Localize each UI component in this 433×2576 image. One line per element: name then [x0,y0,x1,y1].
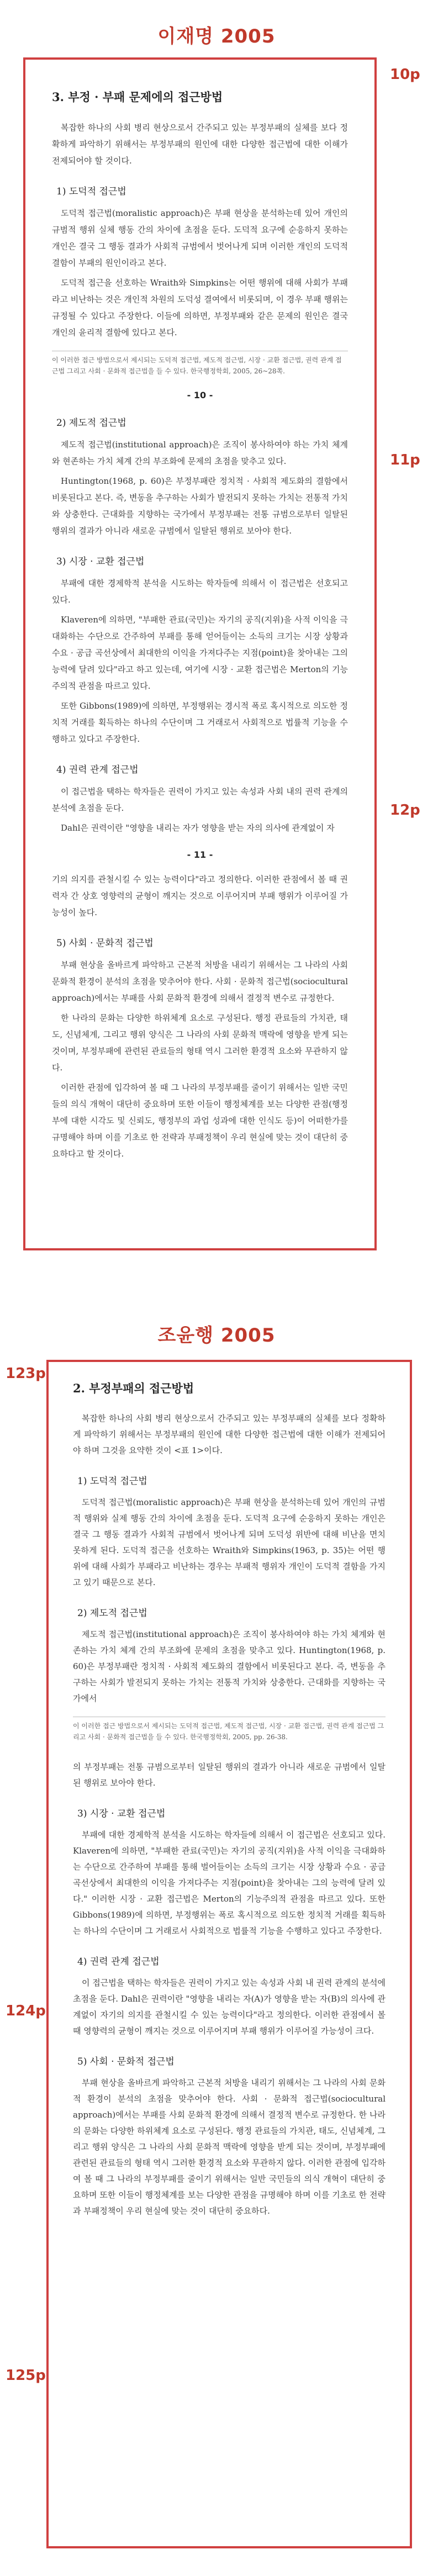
footnote: 이 이러한 접근 방법으로서 제시되는 도덕적 접근법, 제도적 접근법, 시장 · 교환 접근법, 권력 관계 접근법 그리고 사회 · 문화적 접근법을 들 수 있다. 한국행정학회, 2005, 26~28쪽. [52,351,348,377]
subsection-title-institutional: 2) 제도적 접근법 [56,418,126,429]
page-label: 123p [6,1365,46,1382]
document-body-1 [52,88,348,1165]
paragraph: 도덕적 접근을 선호하는 Wraith와 Simpkins는 어떤 행위에 대해 사회가 부패라고 비난하는 것은 개인적 차원의 도덕성 결여에서 비롯되며, 이 경우 부패 행위는 규정될 수 있다고 주장한다. 이들에 의하면, 부정부패와 같은 문제의 원인은 결국 개인의 윤리적 결함에 있다고 본다. [52,278,348,337]
author-heading-2: 조윤행 2005 [157,1324,276,1347]
page-number: - 10 - [187,390,213,400]
footnote: 이 이러한 접근 방법으로서 제시되는 도덕적 접근법, 제도적 접근법, 시장 · 교환 접근법, 권력 관계 접근법 그리고 사회 · 문화적 접근법을 들 수 있다. 한국행정학회, 2005, pp. 26-38. [73,1717,386,1743]
intro-paragraph: 복잡한 하나의 사회 병리 현상으로서 간주되고 있는 부정부패의 실체를 보다 정확하게 파악하기 위해서는 부정부패의 원인에 대한 다양한 접근법에 대한 이해가 전제되어야 하며 그것을 요약한 것이 <표 1>이다. [73,1413,386,1455]
paragraph: 또한 Gibbons(1989)에 의하면, 부정행위는 경시적 폭로 혹시적으로 의도한 정치적 거래를 획득하는 하나의 수단이며 그 거래로서 사회적으로 법률적 기능을 수행하고 있다고 주장한다. [52,701,348,744]
paragraph: 이 접근법을 택하는 학자들은 권력이 가지고 있는 속성과 사회 내 권력 관계의 분석에 초점을 둔다. Dahl은 권력이란 "영향을 내리는 자(A)가 영향을 받는 자(B)의 의사에 관계없이 자기의 의지를 관철시킬 수 있는 능력이다"라고 정의한다. 이러한 관점에서 볼 때 영향력의 균형이 깨지는 것으로 이루어지며 부패 행위가 이루어질 가능성이 크다. [73,1978,386,2036]
subsection-title-market: 3) 시장 · 교환 접근법 [77,1808,166,1819]
section-title: 3. 부정 · 부패 문제에의 접근방법 [52,90,223,104]
subsection-title-power: 4) 권력 관계 접근법 [56,764,139,775]
document-body-2 [73,1380,386,2223]
paragraph: 한 나라의 문화는 다양한 하위체계 요소로 구성된다. 행정 관료들의 가치관, 태도, 신념체계, 그리고 행위 양식은 그 나라의 사회 문화적 맥락에 영향을 받게 되는 것이며, 부정부패에 관련된 관료들의 형태 역시 그러한 환경적 요소와 무관하지 않다. [52,1013,348,1073]
paragraph: 의 부정부패는 전통 규범으로부터 일탈된 행위의 결과가 아니라 새로운 규범에서 일탈된 행위로 보아야 한다. [73,1762,386,1788]
page-label: 125p [6,2367,46,2384]
paragraph: 부패 현상을 올바르게 파악하고 근본적 처방을 내리기 위해서는 그 나라의 사회 문화적 환경이 분석의 초점을 맞추어야 한다. 사회 · 문화적 접근법(sociocultural approach)에서는 부패를 사회 문화적 환경에 의해서 결정적 변수로 규정한다. [52,960,348,1003]
subsection-title-moral: 1) 도덕적 접근법 [56,186,126,197]
document-frame-1 [23,57,377,1250]
page-number: - 11 - [187,849,213,860]
intro-paragraph: 복잡한 하나의 사회 병리 현상으로서 간주되고 있는 부정부패의 실체를 보다 정확하게 파악하기 위해서는 부정부패의 원인에 대한 다양한 접근법에 대한 이해가 전제되어야 할 것이다. [52,123,348,166]
subsection-title-sociocultural: 5) 사회 · 문화적 접근법 [56,938,154,949]
document-frame-2 [46,1360,412,2548]
paragraph: 도덕적 접근법(moralistic approach)은 부패 현상을 분석하는데 있어 개인의 규범적 행위 실체 행동 간의 차이에 초점을 둔다. 도덕적 요구에 순응하지 못하는 개인은 결국 그 행동 결과가 사회적 규범에서 벗어나게 되며 이러한 개인의 도덕적 결함이 부패의 원인이라고 본다. [52,208,348,268]
paragraph: Dahl은 권력이란 "영향을 내리는 자가 영향을 받는 자의 의사에 관계없이 자 [61,823,335,833]
subsection-title-power: 4) 권력 관계 접근법 [77,1956,160,1967]
paragraph: 이러한 관점에 입각하여 볼 때 그 나라의 부정부패를 줄이기 위해서는 일반 국민들의 의식 개혁이 대단히 중요하며 또한 이들이 행정체계를 보는 다양한 관점(행정부에 대한 시각도 및 신뢰도, 행정부의 과업 성과에 대한 인식도 등)이 어떠한가를 규명해야 하며 이를 기초로 한 전략과 부패정책이 우리 현실에 맞는 것이 대단히 중요하다고 할 것이다. [52,1083,348,1159]
subsection-title-market: 3) 시장 · 교환 접근법 [56,556,145,567]
paragraph: 부패 현상을 올바르게 파악하고 근본적 처방을 내리기 위해서는 그 나라의 사회 문화적 환경이 분석의 초점을 맞추어야 한다. 사회 · 문화적 접근법(sociocultural approach)에서는 부패를 사회 문화적 환경에 의해서 결정적 변수로 규정한다. 한 나라의 문화는 다양한 하위체계 요소로 구성된다. 행정 관료들의 가치관, 태도, 신념체계, 그리고 행위 양식은 그 나라의 사회 문화적 맥락에 영향을 받게 되는 것이며, 부정부패에 관련된 관료들의 형태 역시 그러한 환경적 요소와 무관하지 않다. 이러한 관점에 입각하여 볼 때 그 나라의 부정부패를 줄이기 위해서는 일반 국민들의 의식 개혁이 대단히 중요하며 또한 이들이 행정체계를 보는 다양한 관점을 규명해야 하며 이를 기초로 한 전략과 부패정책이 우리 현실에 맞는 것이 대단히 중요하다. [73,2078,386,2216]
paragraph: 이 접근법을 택하는 학자들은 권력이 가지고 있는 속성과 사회 내의 권력 관계의 분석에 초점을 둔다. [52,786,348,813]
page-label: 12p [390,802,420,819]
paragraph: Huntington(1968, p. 60)은 부정부패란 정치적 · 사회적 제도화의 결함에서 비롯된다고 본다. 즉, 변동을 추구하는 사회가 발전되지 못하는 가치는 전통적 가치와 상충한다. 근대화를 지향하는 국가에서 부정부패는 전통 규범으로부터 일탈된 행위의 결과가 아니라 새로운 규범에서 일탈된 행위로 보아야 한다. [52,476,348,536]
paragraph: Klaveren에 의하면, "부패한 관료(국민)는 자기의 공직(지위)을 사적 이익을 극대화하는 수단으로 간주하여 부패를 통해 얻어들이는 소득의 크기는 시장 상황과 수요 · 공급 곡선상에서 최대한의 이익을 가져다주는 지점(point)을 찾아내는 그의 능력에 달려 있다"라고 하고 있는데, 여기에 시장 · 교환 접근법은 Merton의 기능주의적 관점을 따르고 있다. [52,615,348,691]
page-label: 124p [6,2003,46,2019]
paragraph: 제도적 접근법(institutional approach)은 조직이 봉사하여야 하는 가치 체계와 현존하는 가치 체계 간의 부조화에 문제의 초점을 맞추고 있다. [52,440,348,466]
subsection-title-sociocultural: 5) 사회 · 문화적 접근법 [77,2056,175,2067]
paragraph: 도덕적 접근법(moralistic approach)은 부패 현상을 분석하는데 있어 개인의 규범적 행위와 실제 행동 간의 차이에 초점을 둔다. 도덕적 요구에 순응하지 못하는 개인은 결국 그 행동 결과가 사회적 규범에서 벗어나게 되며 도덕성 위반에 대해 비난을 면치 못하게 된다. 도덕적 접근을 선호하는 Wraith와 Simpkins(1963, p. 35)는 어떤 행위에 대해 사회가 부패라고 비난하는 경우는 부패적 행위자 개인이 도덕적 결함을 가지고 있기 때문으로 본다. [73,1497,386,1587]
page-label: 11p [390,452,420,468]
paragraph: 부패에 대한 경제학적 분석을 시도하는 학자들에 의해서 이 접근법은 선호되고 있다. [52,578,348,605]
page-label: 10p [390,66,420,83]
section-title: 2. 부정부패의 접근방법 [73,1381,194,1395]
author-heading-1: 이재명 2005 [157,25,276,47]
paragraph: 기의 의지를 관철시킬 수 있는 능력이다"라고 정의한다. 이러한 관점에서 볼 때 권력자 간 상호 영향력의 균형이 깨지는 것으로 이루어지며 부패 행위가 이루어질 가능성이 높다. [52,874,348,917]
subsection-title-institutional: 2) 제도적 접근법 [77,1608,147,1619]
paragraph: 부패에 대한 경제학적 분석을 시도하는 학자들에 의해서 이 접근법은 선호되고 있다. Klaveren에 의하면, "부패한 관료(국민)는 자기의 공직(지위)을 사적 이익을 극대화하는 수단으로 간주하여 부패를 통해 벌어들이는 소득의 크기는 시장 상황과 수요 · 공급 곡선상에서 최대한의 이익을 가져다주는 지점(point)을 찾아내는 그의 능력에 달려 있다." 이러한 시장 · 교환 접근법은 Merton의 기능주의적 관점을 따르고 있다. 또한 Gibbons(1989)에 의하면, 부정행위는 폭로 혹시적으로 의도한 정치적 거래를 획득하는 하나의 수단이며 그 거래로서 사회적으로 법률적 기능을 수행하고 있다고 주장한다. [73,1830,386,1936]
subsection-title-moral: 1) 도덕적 접근법 [77,1476,147,1487]
paragraph: 제도적 접근법(institutional approach)은 조직이 봉사하여야 하는 가치 체계와 현존하는 가치 체계 간의 부조화에 문제의 초점을 맞추고 있다. Huntington(1968, p. 60)은 부정부패란 정치적 · 사회적 제도화의 결함에서 비롯된다고 본다. 즉, 변동을 추구하는 사회가 발전되지 못하는 가치는 전통적 가치와 상충한다. 근대화를 지향하는 국가에서 [73,1629,386,1703]
